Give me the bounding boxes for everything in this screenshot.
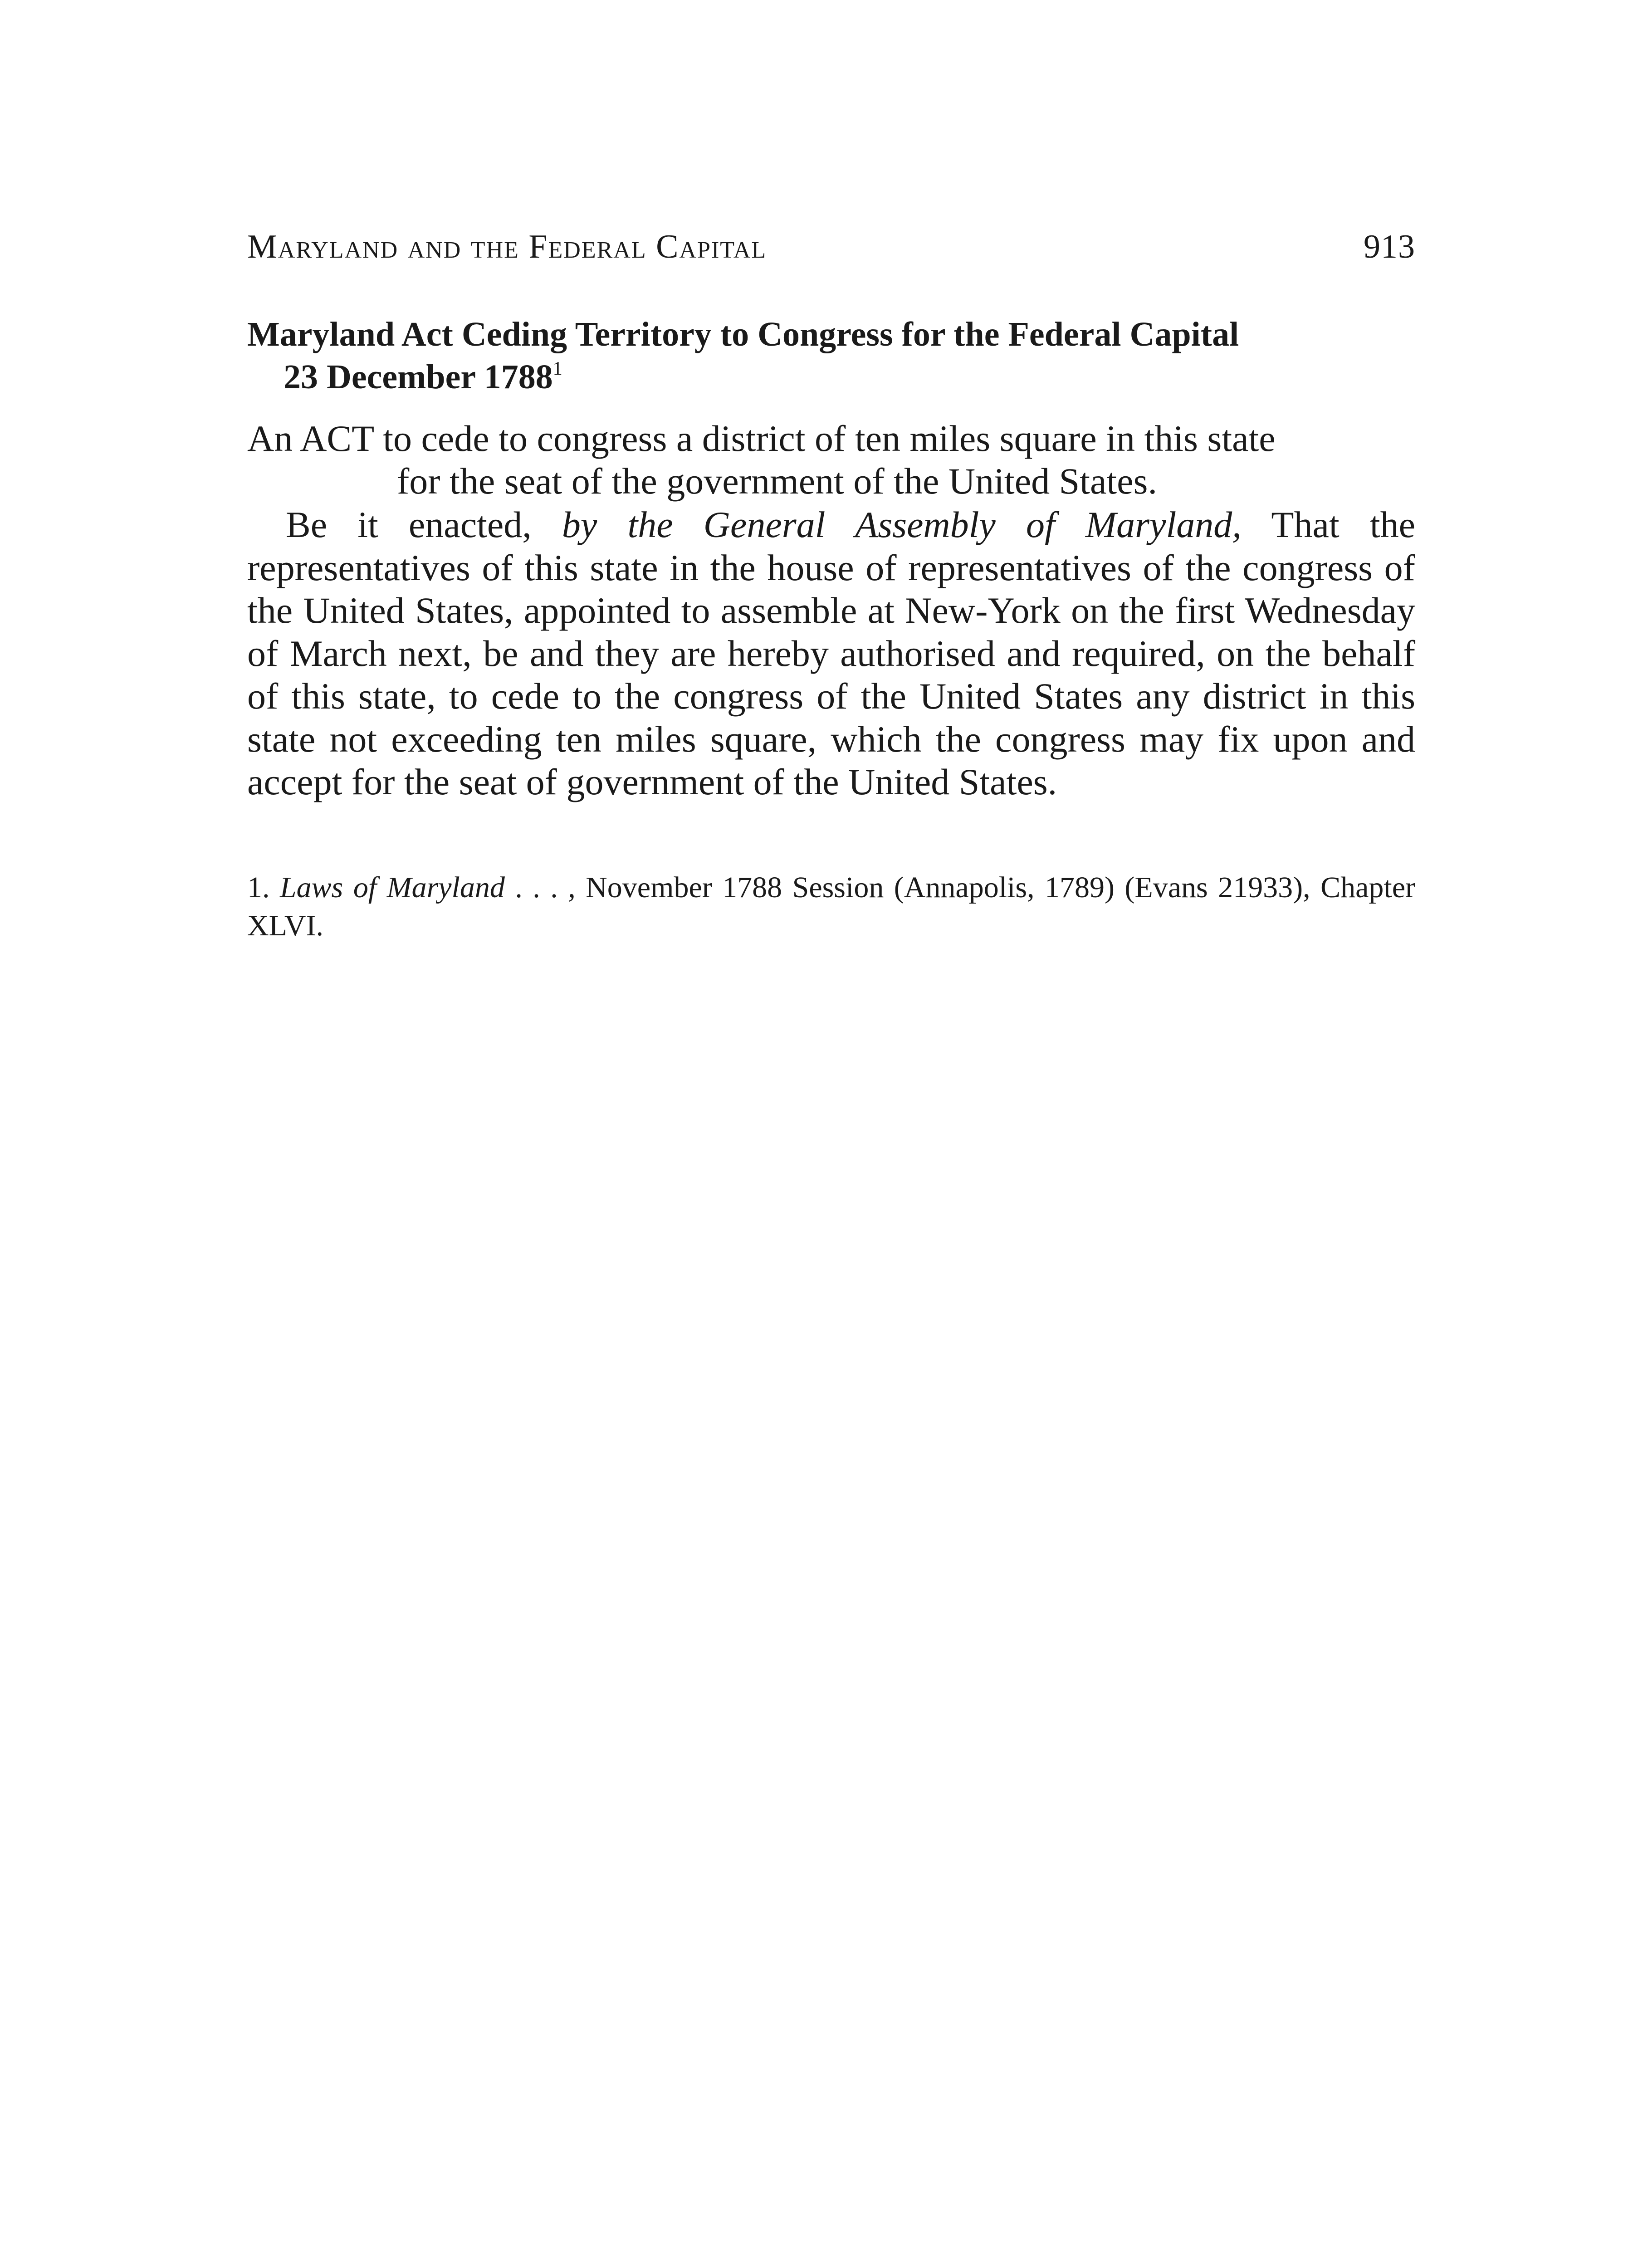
document-title: Maryland Act Ceding Territory to Congress for the Federal Capital [247,315,1239,353]
act-title-line-1: An ACT to cede to congress a district of ten miles square in this state [247,418,1276,459]
document-page [247,0,1415,2268]
page-number: 913 [1364,228,1415,265]
act-title [247,417,1415,503]
document-date: 23 December 1788 [284,358,553,396]
act-body-paragraph [247,503,1415,804]
body-text-italic: by the General Assembly of Maryland, [562,504,1242,545]
document-date-line [247,356,1415,398]
footnote-reference[interactable]: 1 [552,358,562,379]
footnote [247,869,1415,945]
footnote-source-title: Laws of Maryland [279,871,505,904]
body-text-intro: Be it enacted, [286,504,562,545]
footnote-number: 1. [247,871,280,904]
running-head [247,228,1415,269]
act-title-line-2: for the seat of the government of the United States. [397,460,1157,502]
body-text-main: That the representatives of this state in the house of representatives of the congress of the United States, appointed to assemble at New-York on the first Wednesday of March next, be and they are hereby authorised and required, on the behalf of this state, to cede to the congress of the United States any district in this state not exceeding ten miles square, which the congress may fix upon and accept for the seat of government of the United States. [247,504,1415,802]
document-heading [247,313,1415,398]
footnote-text: . . . , November 1788 Session (Annapolis, 1789) (Evans 21933), Chapter XLVI. [247,871,1416,942]
running-title: Maryland and the Federal Capital [247,228,767,265]
